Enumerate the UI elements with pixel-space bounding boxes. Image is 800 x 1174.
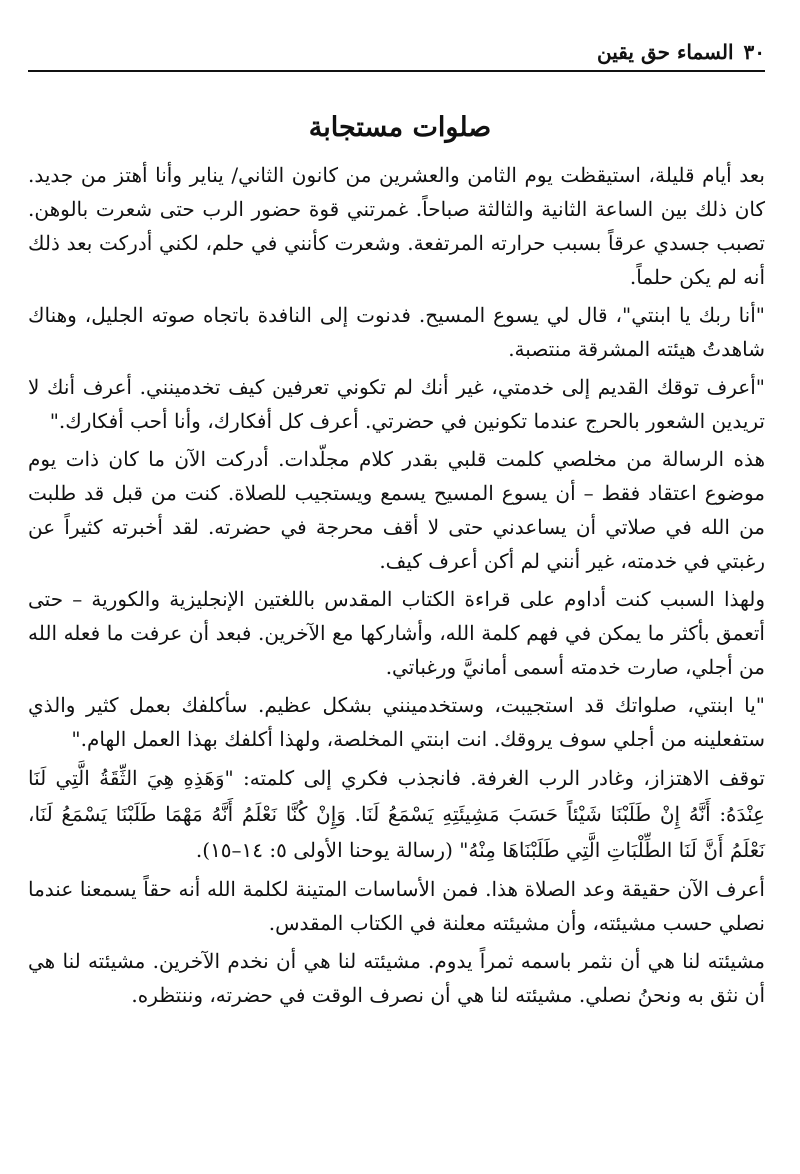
paragraph: مشيئته لنا هي أن نثمر باسمه ثمراً يدوم. مشيئته لنا هي أن نخدم الآخرين. مشيئته لنا هي أن نثق به ونحنُ نصلي. مشيئته لنا هي أن نصرف الوقت في حضرته، وننتظره. <box>28 949 765 1007</box>
paragraph: بعد أيام قليلة، استيقظت يوم الثامن والعشرين من كانون الثاني/ يناير وأنا أهتز من جديد. كان ذلك بين الساعة الثانية والثالثة صباحاً. غمرتني قوة حضور الرب حتى شعرت بالوهن. تصبب جسدي عرقاً بسبب حرارته المرتفعة. وشعرت كأنني في حلم، لكني أدركت بعد ذلك أنه لم يكن حلماً. <box>28 163 765 289</box>
page-number: ٣٠ <box>743 40 765 64</box>
paragraph-scripture-quote: توقف الاهتزاز، وغادر الرب الغرفة. فانجذب فكري إلى كلمته: "وَهَذِهِ هِيَ الثِّقَةُ الَّتِي لَنَا عِنْدَهُ: أَنَّهُ إِنْ طَلَبْنَا شَيْئاً حَسَبَ مَشِيئَتِهِ يَسْمَعُ لَنَا. وَإِنْ كُنَّا نَعْلَمُ أَنَّهُ مَهْمَا طَلَبْنَا يَسْمَعُ لَنَا، نَعْلَمُ أَنَّ لَنَا الطِّلْبَاتِ الَّتِي طَلَبْنَاهَا مِنْهُ" (رسالة يوحنا الأولى ٥: ١٤–١٥). <box>28 766 765 862</box>
body-text <box>28 158 765 1016</box>
running-header <box>28 34 765 72</box>
book-title: السماء حق يقين <box>597 40 734 64</box>
paragraph: "أنا ربك يا ابنتي"، قال لي يسوع المسيح. فدنوت إلى النافدة باتجاه صوته الجليل، وهناك شاهدتُ هيئته المشرقة منتصبة. <box>28 303 765 361</box>
paragraph: "يا ابنتي، صلواتك قد استجيبت، وستخدمينني بشكل عظيم. سأكلفك بعمل كثير والذي ستفعلينه من أجلي سوف يروقك. انت ابنتي المخلصة، ولهذا أكلفك بهذا العمل الهام." <box>28 693 765 751</box>
paragraph: ولهذا السبب كنت أداوم على قراءة الكتاب المقدس باللغتين الإنجليزية والكورية – حتى أتعمق بأكثر ما يمكن في فهم كلمة الله، وأشاركها مع الآخرين. فبعد أن عرفت ما فعله الله من أجلي، صارت خدمته أسمى أمانيَّ ورغباتي. <box>28 587 765 679</box>
paragraph: "أعرف توقك القديم إلى خدمتي، غير أنك لم تكوني تعرفين كيف تخدمينني. أعرف أنك لا تريدين الشعور بالحرج عندما تكونين في حضرتي. أعرف كل أفكارك، وأنا أحب أفكارك." <box>28 375 765 433</box>
chapter-title: صلوات مستجابة <box>308 112 492 143</box>
paragraph: أعرف الآن حقيقة وعد الصلاة هذا. فمن الأساسات المتينة لكلمة الله أنه حقاً يسمعنا عندما نصلي حسب مشيئته، وأن مشيئته معلنة في الكتاب المقدس. <box>28 877 765 935</box>
paragraph: هذه الرسالة من مخلصي كلمت قلبي بقدر كلام مجلّدات. أدركت الآن ما كان ذات يوم موضوع اعتقاد فقط – أن يسوع المسيح يسمع ويستجيب للصلاة. كنت من قبل قد طلبت من الله في صلاتي أن يساعدني حتى لا أقف محرجة في حضرته. لقد أخبرته كثيراً عن رغبتي في خدمته، غير أنني لم أكن أعرف كيف. <box>28 447 766 573</box>
